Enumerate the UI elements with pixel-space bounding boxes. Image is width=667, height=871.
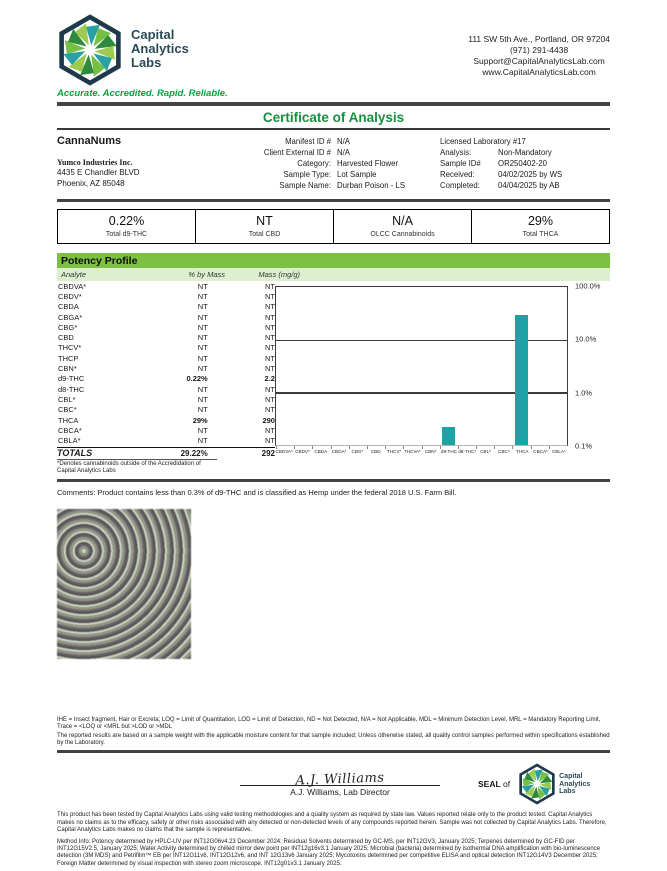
seal-lab-name [559, 773, 590, 796]
analyte-mass: NT [264, 322, 275, 332]
chart-y-tick: 100.0% [575, 281, 601, 291]
potency-row [57, 374, 275, 384]
info-label: Received: [440, 170, 475, 179]
analyte-mass: 290 [262, 415, 275, 425]
page-title: Certificate of Analysis [262, 110, 405, 125]
totals-mass: 292 [261, 448, 275, 458]
chart-slot [440, 287, 458, 445]
seal-label [478, 779, 510, 789]
analyte-mass: NT [264, 425, 275, 435]
summary-cell [57, 209, 196, 244]
analyte-pct: NT [197, 291, 208, 301]
analyte-mass: NT [264, 333, 275, 343]
seal-of: of [503, 779, 511, 790]
potency-table [57, 281, 275, 475]
analyte-name: CBC* [58, 405, 77, 415]
chart-x-label: CBDV* [295, 449, 310, 454]
info-row [440, 158, 610, 169]
info-label: Category: [297, 159, 331, 168]
analyte-name: CBDVA* [58, 281, 87, 291]
chart-x-label: CBDA [314, 449, 328, 454]
lab-name-line2: Analytics [131, 41, 189, 56]
analyte-pct: NT [197, 364, 208, 374]
info-value: 04/04/2025 by AB [498, 181, 560, 190]
chart-slot [385, 287, 403, 445]
analyte-mass: NT [264, 436, 275, 446]
client-address1: 4435 E Chandler BLVD [57, 168, 140, 177]
seal-logo [518, 763, 590, 805]
comments: Comments: Product contains less than 0.3% of d9-THC and is classified as Hemp under the federal 2018 U.S. Farm Bill. [57, 487, 457, 497]
signature-block [240, 772, 440, 797]
analyte-pct: NT [197, 405, 208, 415]
info-label: Sample Name: [279, 181, 331, 190]
summary-value: N/A [392, 214, 413, 228]
analyte-name: CBL* [58, 394, 76, 404]
chart-slot [331, 287, 349, 445]
potency-row [57, 353, 275, 363]
summary-cell [333, 209, 472, 244]
signature-name: A.J. Williams, Lab Director [290, 786, 390, 797]
analyte-pct: NT [197, 436, 208, 446]
lab-brand [57, 14, 189, 86]
chart-x-label: CBN* [424, 449, 437, 454]
chart-x-label: CBD [370, 449, 381, 454]
analyte-pct: NT [197, 384, 208, 394]
address-line: (971) 291-4438 [510, 45, 569, 55]
info-label: Analysis: [440, 148, 472, 157]
chart-x-label: CBCA* [533, 449, 548, 454]
chart-y-tick: 10.0% [575, 334, 597, 344]
info-label: Client External ID # [263, 148, 331, 157]
lab-name-line3: Labs [131, 55, 162, 70]
summary-value: 29% [527, 214, 554, 228]
analyte-name: CBLA* [58, 436, 81, 446]
chart-x-label: CBG* [351, 449, 364, 454]
chart-slot [294, 287, 312, 445]
info-row [440, 147, 610, 158]
potency-row [57, 343, 275, 353]
potency-header: Potency Profile [57, 253, 610, 268]
client-block [57, 136, 235, 191]
summary-row [57, 209, 610, 244]
chart-x-label: CBC* [498, 449, 510, 454]
analyte-name: CBCA* [58, 425, 82, 435]
analyte-pct: NT [197, 394, 208, 404]
potency-row [57, 332, 275, 342]
potency-row [57, 281, 275, 291]
analyte-pct: NT [197, 322, 208, 332]
analyte-pct: NT [197, 312, 208, 322]
potency-row [57, 405, 275, 415]
chart-bar [442, 427, 455, 445]
potency-chart [275, 281, 610, 475]
analyte-pct: NT [197, 343, 208, 353]
totals-pct: 29.22% [180, 448, 208, 458]
info-right-block [440, 136, 610, 191]
chart-slot [512, 287, 530, 445]
summary-label: OLCC Cannabinoids [370, 231, 435, 238]
divider-info [57, 199, 610, 202]
potency-column-headers [57, 268, 610, 281]
col-mass-mgg: Mass (mg/g) [258, 270, 300, 279]
seal-word: SEAL [478, 779, 501, 790]
sample-photo [57, 509, 191, 659]
info-value: Non-Mandatory [498, 148, 552, 157]
analyte-pct: NT [197, 302, 208, 312]
client-company: Yumco Industries Inc. [57, 158, 133, 167]
analyte-mass: NT [264, 405, 275, 415]
summary-label: Total d9-THC [105, 231, 148, 238]
potency-table-body [57, 281, 275, 446]
header [57, 0, 610, 86]
summary-cell [471, 209, 610, 244]
chart-plot [275, 286, 568, 446]
info-row [440, 180, 610, 191]
info-value: Durban Poison - LS [337, 181, 406, 190]
totals-label: TOTALS [57, 448, 93, 459]
licensed-lab: Licensed Laboratory #17 [440, 137, 526, 146]
fineprint [57, 717, 610, 748]
analyte-name: CBG* [58, 322, 78, 332]
seal-lab-line2: Analytics [559, 780, 591, 788]
address-line: www.CapitalAnalyticsLab.com [482, 67, 596, 77]
lab-logo-icon [57, 14, 123, 86]
potency-section [57, 253, 610, 475]
analyte-mass: NT [264, 302, 275, 312]
client-address2: Phoenix, AZ 85048 [57, 178, 125, 188]
info-value: N/A [337, 148, 350, 157]
potency-row [57, 363, 275, 373]
tagline: Accurate. Accredited. Rapid. Reliable. [57, 88, 228, 99]
chart-x-label: THCA [515, 449, 529, 454]
seal-lab-line1: Capital [559, 773, 583, 781]
info-value: Lot Sample [337, 170, 377, 179]
chart-x-label: d9-THC [440, 449, 458, 454]
potency-row [57, 435, 275, 445]
signature-script: A.J. Williams [295, 770, 385, 789]
analyte-mass: NT [264, 281, 275, 291]
analyte-name: THCA [58, 415, 79, 425]
totals-row [57, 447, 275, 459]
potency-footnote: *Denotes cannabinoids outside of the Accredidation of Capital Analytics Labs [57, 459, 217, 475]
analyte-mass: NT [264, 291, 275, 301]
seal-group [478, 763, 590, 805]
info-value: OR250402-20 [498, 159, 547, 168]
chart-bar [515, 315, 528, 445]
disclaimer-text: This product has been tested by Capital Analytics Labs using valid testing methodologies and a quality system as required by state law. Values reported relate only to the product tested. Capital Analytics makes no claims as to the efficacy, safety or other risks associated with any detected or non-detected levels of any compounds reported herein. Sample was not collected by Capital Analytics Labs. Therefore, Capital Analytics Labs makes no claims that the sample is representative. [57, 812, 607, 833]
analyte-mass: NT [264, 353, 275, 363]
chart-slot [367, 287, 385, 445]
analyte-mass: 2.2 [264, 374, 275, 384]
info-label: Manifest ID # [285, 137, 331, 146]
chart-slot [531, 287, 549, 445]
analyte-name: CBD [58, 333, 74, 343]
chart-slot [476, 287, 494, 445]
chart-x-label: d8-THC* [458, 449, 477, 454]
signature-row [57, 764, 610, 804]
analyte-name: CBGA* [58, 312, 83, 322]
info-value: N/A [337, 137, 350, 146]
chart-slot [422, 287, 440, 445]
potency-row [57, 415, 275, 425]
analyte-mass: NT [264, 384, 275, 394]
analyte-name: CBDA [58, 302, 79, 312]
summary-cell [195, 209, 334, 244]
analyte-pct: NT [197, 281, 208, 291]
potency-row [57, 384, 275, 394]
info-label: Completed: [440, 181, 480, 190]
analyte-mass: NT [264, 343, 275, 353]
chart-x-label: CBDVA* [275, 449, 293, 454]
lab-name-line1: Capital [131, 27, 175, 42]
analyte-pct: NT [197, 333, 208, 343]
address-line: Support@CapitalAnalyticsLab.com [473, 56, 605, 66]
chart-xlabels [275, 449, 568, 454]
potency-row [57, 322, 275, 332]
analyte-name: d9-THC [58, 374, 85, 384]
reported-results-text: The reported results are based on a sample weight with the applicable moisture content for that sample included; Unless otherwise stated, all quality control samples performed within specifications established by the Laboratory. [57, 732, 610, 746]
analyte-pct: 29% [192, 415, 208, 425]
sample-info [57, 130, 610, 199]
info-middle [235, 136, 440, 191]
info-row [235, 169, 440, 180]
analyte-pct: NT [197, 425, 208, 435]
divider-potency [57, 479, 610, 482]
lab-name [131, 28, 189, 70]
seal-logo-icon [518, 763, 556, 805]
summary-value: 0.22% [108, 214, 145, 228]
info-value: Harvested Flower [337, 159, 399, 168]
summary-label: Total CBD [248, 231, 281, 238]
chart-slot [349, 287, 367, 445]
col-analyte: Analyte [61, 270, 87, 279]
method-info-text: Method Info: Potency determined by HPLC-UV per INT12G06v4.23 December 2024; Residual Solvents determined by GC-MS, per INT12GV3, January 2025; Terpenes determined by GC-FID per INT12G15V2.5, January 2025; Water Activity determined by chilled mirror dew point per INT12g16v3.1 January 2025; Microbial (bacteria) determined by isothermal DNA amplification with bio-luminescence detection (3M MDS) and Petrifilm™ EB per INT12G11v6, INT12G12v6, and INT 12G13v6 January 2025; Mycotoxins determined per competitive ELISA and optical detection INT12G14V3 December 2025; Foreign Matter determined by visual inspection with stereo zoom microscope, INT12g01v3.1 January 2025. [57, 838, 601, 867]
potency-row [57, 394, 275, 404]
potency-row [57, 425, 275, 435]
analyte-pct: NT [197, 353, 208, 363]
info-row [440, 169, 610, 180]
analyte-mass: NT [264, 394, 275, 404]
summary-value: NT [256, 214, 273, 228]
chart-y-tick: 0.1% [575, 441, 593, 451]
chart-slot [458, 287, 476, 445]
address-block [468, 34, 610, 86]
potency-row [57, 302, 275, 312]
analyte-name: THCP [58, 353, 79, 363]
potency-row [57, 291, 275, 301]
analyte-name: CBN* [58, 364, 77, 374]
info-value: 04/02/2025 by WS [498, 170, 563, 179]
chart-slot [549, 287, 567, 445]
info-label: Sample ID# [440, 159, 481, 168]
info-row [235, 158, 440, 169]
analyte-mass: NT [264, 364, 275, 374]
chart-x-label: CBL* [480, 449, 491, 454]
seal-lab-line3: Labs [559, 788, 576, 796]
chart-y-tick: 1.0% [575, 388, 593, 398]
info-right [440, 147, 610, 191]
info-row [235, 180, 440, 191]
chart-yaxis [568, 281, 610, 451]
chart-x-label: CBGA* [331, 449, 347, 454]
chart-slot [276, 287, 294, 445]
info-row [235, 147, 440, 158]
chart-slot [312, 287, 330, 445]
analyte-name: THCV* [58, 343, 82, 353]
chart-x-label: THCVA* [403, 449, 421, 454]
abbreviations-text: IHE = Insect fragment, Hair or Excreta; LOQ = Limit of Quantitation, LOD = Limit of Detection, ND = Not Detected, N/A = Not Applicable, MDL = Minimum Detection Level, MRL = Mandatory Reporting Limit, Trace = <LOQ or <MRL but >LOD or >MDL [57, 716, 601, 731]
analyte-name: d8-THC [58, 384, 85, 394]
potency-row [57, 312, 275, 322]
info-label: Sample Type: [283, 170, 331, 179]
info-row [235, 136, 440, 147]
address-line: 111 SW 5th Ave., Portland, OR 97204 [468, 34, 610, 44]
analyte-mass: NT [264, 312, 275, 322]
chart-slot [494, 287, 512, 445]
col-pct-mass: % by Mass [188, 270, 225, 279]
chart-x-label: CBLA* [551, 449, 566, 454]
analyte-pct: 0.22% [186, 374, 208, 384]
client-name: CannaNums [57, 135, 122, 147]
chart-slot [403, 287, 421, 445]
chart-x-label: THCV* [386, 449, 402, 454]
summary-label: Total THCA [522, 231, 559, 238]
analyte-name: CBDV* [58, 291, 82, 301]
divider-fineprint [57, 750, 610, 753]
